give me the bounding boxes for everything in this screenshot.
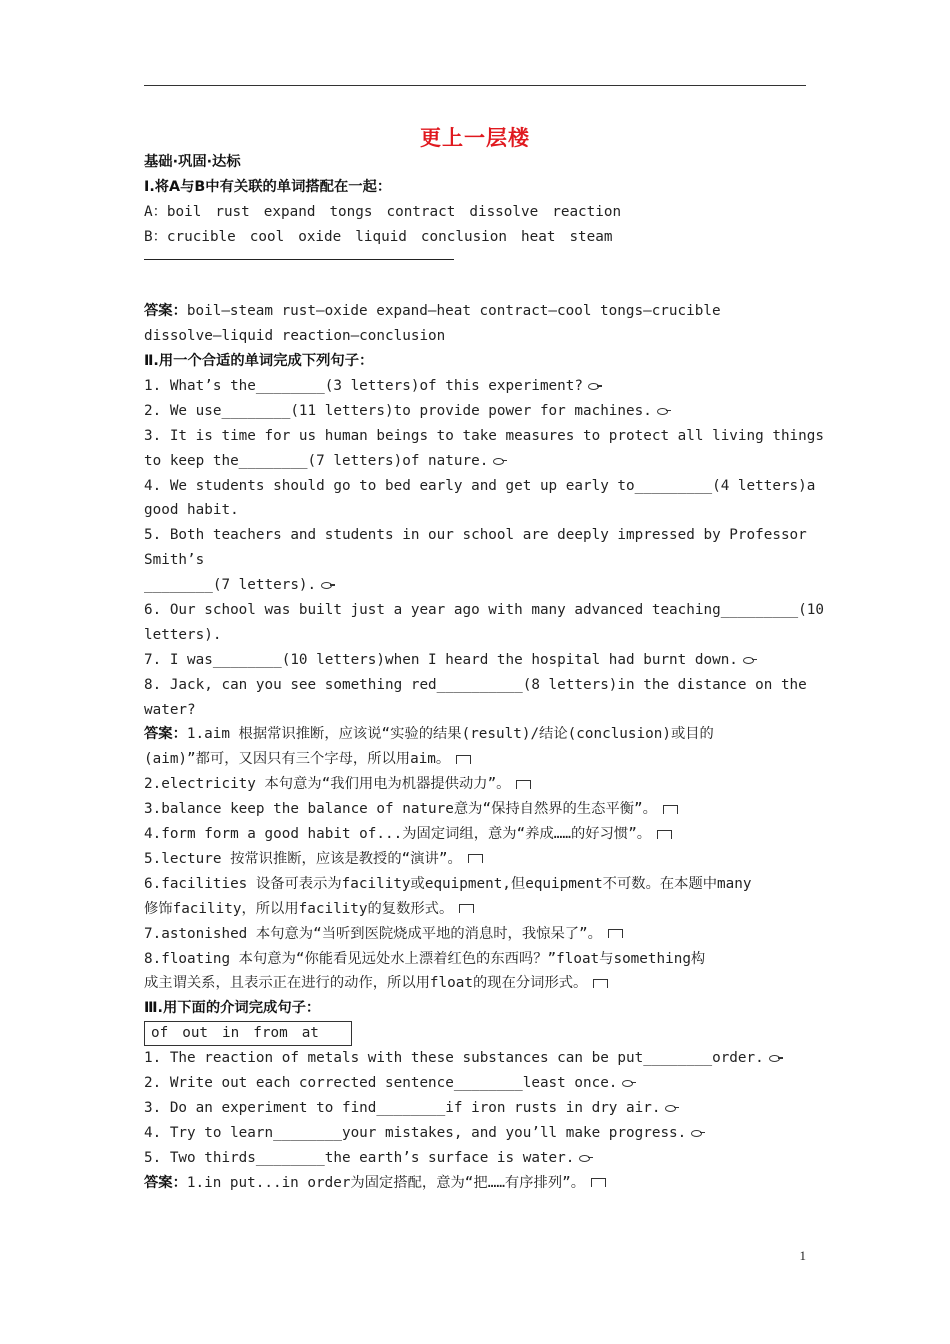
page-number: 1	[799, 1248, 806, 1263]
question: water?	[144, 701, 196, 718]
answer-text: 3.balance keep the balance of nature意为“保持自然界的生态平衡”。	[144, 801, 657, 818]
return-mark-icon	[578, 1153, 593, 1163]
word-a: rust	[215, 203, 250, 220]
word-a: boil	[166, 203, 202, 220]
answer-blank-line	[144, 250, 806, 275]
word-a: dissolve	[469, 203, 539, 220]
question: letters).	[144, 626, 222, 643]
return-mark-icon	[663, 805, 678, 814]
question: good habit.	[144, 502, 239, 519]
preposition: from	[253, 1025, 288, 1042]
return-mark-icon	[664, 1103, 679, 1113]
header-rule	[144, 85, 806, 86]
word-list-b: B：crucible cool oxide liquid conclusion heat steam	[144, 228, 613, 245]
question: 2. We use________(11 letters)to provide power for machines.	[144, 402, 652, 419]
section2-heading: Ⅱ.用一个合适的单词完成下列句子：	[144, 353, 374, 370]
question: to keep the________(7 letters)of nature.	[144, 452, 489, 469]
return-mark-icon	[516, 780, 531, 789]
preposition: in	[222, 1025, 240, 1042]
answer-label: 答案：	[144, 726, 187, 743]
answer-text: 7.astonished 本句意为“当听到医院烧成平地的消息时，我惊呆了”。	[144, 925, 602, 942]
section1-heading: Ⅰ.将A与B中有关联的单词搭配在一起：	[144, 178, 392, 195]
section3-heading: Ⅲ.用下面的介词完成句子：	[144, 1000, 321, 1017]
question: 2. Write out each corrected sentence________least once.	[144, 1074, 618, 1091]
answer-label: 答案：	[144, 303, 187, 320]
word-b: conclusion	[420, 228, 507, 245]
question: 4. Try to learn________your mistakes, and you’ll make progress.	[144, 1124, 687, 1141]
answer-text: 5.lecture 按常识推断，应该是教授的“演讲”。	[144, 850, 462, 867]
content-body	[144, 150, 824, 1195]
section-header: 基础·巩固·达标	[144, 154, 241, 170]
answer-text: 6.facilities 设备可表示为facility或equipment,但equipment不可数。在本题中many	[144, 875, 752, 892]
return-mark-icon	[768, 1053, 783, 1063]
return-mark-icon	[492, 456, 507, 466]
preposition: of	[151, 1025, 169, 1042]
question: 8. Jack, can you see something red__________(8 letters)in the distance on the	[144, 676, 807, 693]
question: Smith’s	[144, 552, 205, 569]
return-mark-icon	[587, 381, 602, 391]
word-b: cool	[249, 228, 285, 245]
answer-text: dissolve—liquid reaction—conclusion	[144, 328, 446, 345]
answer-text: 1.in put...in order为固定搭配，意为“把……有序排列”。	[186, 1174, 586, 1191]
question: 7. I was________(10 letters)when I heard the hospital had burnt down.	[144, 651, 738, 668]
return-mark-icon	[459, 904, 474, 913]
return-mark-icon	[456, 755, 471, 764]
return-mark-icon	[591, 1178, 606, 1187]
question: 6. Our school was built just a year ago with many advanced teaching_________(10	[144, 602, 824, 619]
return-mark-icon	[742, 655, 757, 665]
word-a: reaction	[552, 203, 622, 220]
return-mark-icon	[593, 979, 608, 988]
return-mark-icon	[657, 830, 672, 839]
preposition: at	[301, 1025, 319, 1042]
answer-text: 2.electricity 本句意为“我们用电为机器提供动力”。	[144, 776, 511, 793]
question: 3. Do an experiment to find________if iron rusts in dry air.	[144, 1099, 661, 1116]
preposition: out	[182, 1025, 209, 1042]
word-a: contract	[386, 203, 456, 220]
answer-text: 8.floating 本句意为“你能看见远处水上漂着红色的东西吗？”float与something构	[144, 950, 706, 967]
preposition-box	[144, 1021, 352, 1046]
return-mark-icon	[608, 929, 623, 938]
word-a: tongs	[329, 203, 373, 220]
return-mark-icon	[690, 1128, 705, 1138]
return-mark-icon	[621, 1078, 636, 1088]
word-b: oxide	[298, 228, 342, 245]
return-mark-icon	[320, 580, 335, 590]
question: 4. We students should go to bed early and get up early to_________(4 letters)a	[144, 477, 816, 494]
question: 5. Two thirds________the earth’s surface is water.	[144, 1149, 575, 1166]
word-b: heat	[521, 228, 556, 245]
answer-text: boil—steam rust—oxide expand—heat contract—cool tongs—crucible	[186, 303, 721, 320]
answer-text: 修饰facility，所以用facility的复数形式。	[144, 900, 454, 917]
word-b: steam	[569, 228, 613, 245]
word-a: expand	[263, 203, 316, 220]
question: 3. It is time for us human beings to take measures to protect all living things	[144, 427, 824, 444]
answer-text: 成主谓关系，且表示正在进行的动作，所以用float的现在分词形式。	[144, 975, 588, 992]
question: ________(7 letters).	[144, 577, 317, 594]
question: 1. The reaction of metals with these substances can be put________order.	[144, 1050, 764, 1067]
return-mark-icon	[656, 406, 671, 416]
answer-text: 4.form form a good habit of...为固定词组，意为“养成……的好习惯”。	[144, 826, 652, 843]
answer-label: 答案：	[144, 1174, 187, 1191]
question: 1. What’s the________(3 letters)of this experiment?	[144, 378, 583, 395]
answer-text: (aim)”都可，又因只有三个字母，所以用aim。	[144, 751, 451, 768]
question: 5. Both teachers and students in our school are deeply impressed by Professor	[144, 527, 807, 544]
page-title: 更上一层楼	[420, 125, 530, 150]
answer-text: 1.aim 根据常识推断，应该说“实验的结果(result)/结论(conclusion)或目的	[186, 726, 714, 743]
word-list-a: A：boil rust expand tongs contract dissolve reaction	[144, 203, 622, 220]
word-b: crucible	[166, 228, 236, 245]
word-b: liquid	[355, 228, 407, 245]
return-mark-icon	[468, 854, 483, 863]
